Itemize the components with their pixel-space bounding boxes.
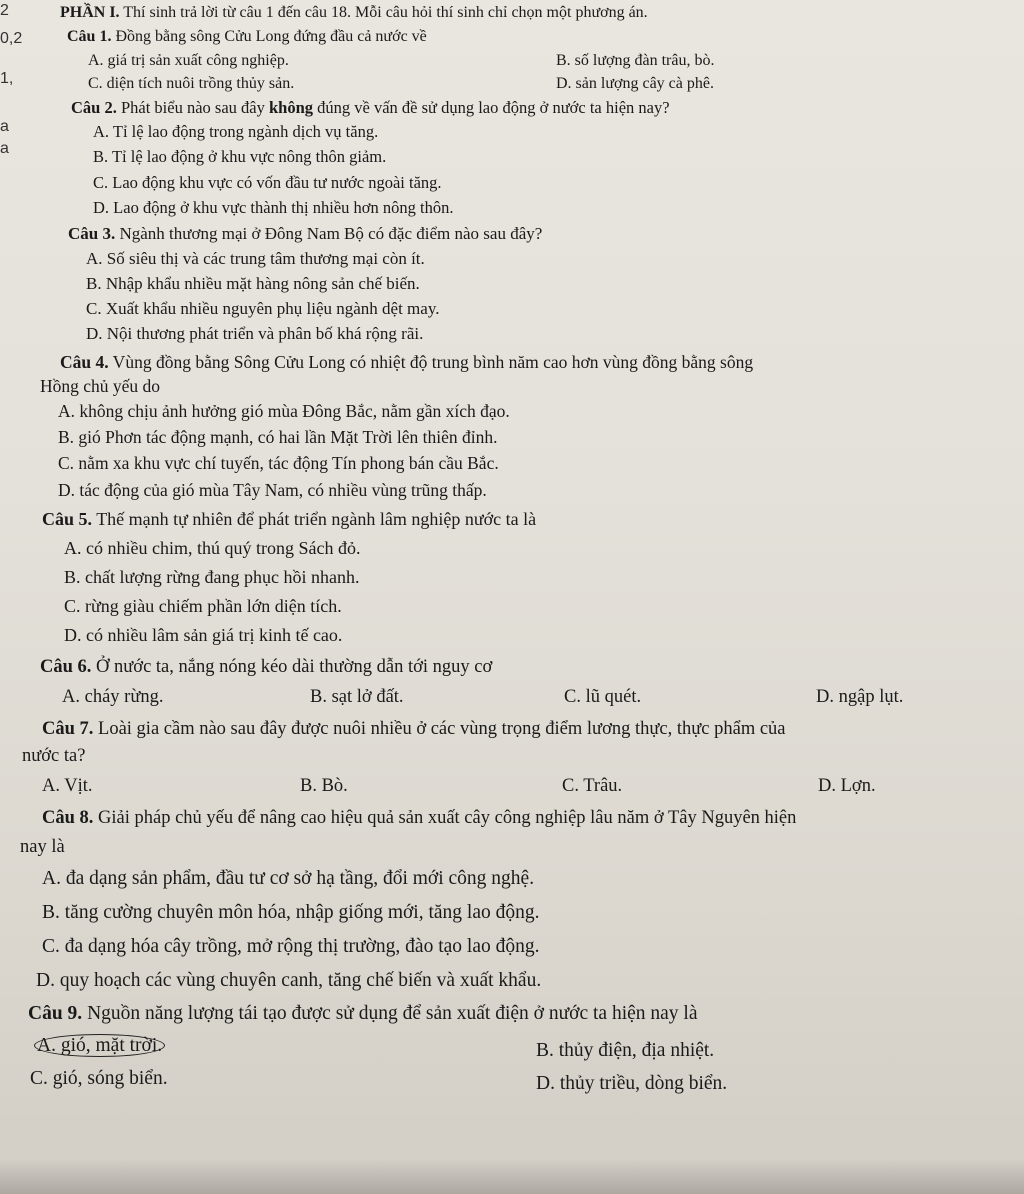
section-intro: PHẦN I. Thí sinh trả lời từ câu 1 đến câu 18. Mỗi câu hỏi thí sinh chỉ chọn một phương án. (60, 4, 648, 21)
q4-option-c: C. nằm xa khu vực chí tuyến, tác động Tín phong bán cầu Bắc. (58, 453, 499, 473)
q6-option-d: D. ngập lụt. (816, 687, 904, 707)
q3-option-c: C. Xuất khẩu nhiều nguyên phụ liệu ngành dệt may. (86, 299, 440, 318)
question-7-cont: nước ta? (22, 746, 86, 766)
q3-option-a: A. Số siêu thị và các trung tâm thương mại còn ít. (86, 249, 425, 268)
q4-option-b: B. gió Phơn tác động mạnh, có hai lần Mặt Trời lên thiên đỉnh. (58, 427, 498, 447)
q3-option-d: D. Nội thương phát triển và phân bố khá rộng rãi. (86, 324, 424, 343)
q5-option-b: B. chất lượng rừng đang phục hồi nhanh. (64, 567, 360, 587)
q5-option-c: C. rừng giàu chiếm phần lớn diện tích. (64, 596, 342, 616)
q7-option-d: D. Lợn. (818, 776, 876, 796)
q6-option-c: C. lũ quét. (564, 687, 642, 707)
q8-option-b: B. tăng cường chuyên môn hóa, nhập giống mới, tăng lao động. (42, 902, 540, 923)
q7-option-c: C. Trâu. (562, 776, 623, 796)
q1-option-d: D. sản lượng cây cà phê. (556, 75, 714, 92)
question-4-cont: Hồng chủ yếu do (40, 376, 161, 396)
q8-option-a: A. đa dạng sản phẩm, đầu tư cơ sở hạ tầng, đổi mới công nghệ. (42, 868, 535, 889)
q1-option-a: A. giá trị sản xuất công nghiệp. (88, 52, 289, 69)
q2-option-c: C. Lao động khu vực có vốn đầu tư nước ngoài tăng. (93, 173, 442, 192)
page-bottom-shadow (0, 1160, 1024, 1194)
q9-option-d: D. thủy triều, dòng biển. (536, 1073, 728, 1094)
question-3: Câu 3. Ngành thương mại ở Đông Nam Bộ có đặc điểm nào sau đây? (68, 224, 543, 243)
question-2: Câu 2. Phát biểu nào sau đây không đúng về vấn đề sử dụng lao động ở nước ta hiện nay? (71, 98, 670, 117)
question-8-cont: nay là (20, 837, 65, 857)
question-5: Câu 5. Thế mạnh tự nhiên để phát triển ngành lâm nghiệp nước ta là (42, 509, 537, 529)
q5-option-d: D. có nhiều lâm sản giá trị kinh tế cao. (64, 625, 343, 645)
question-9: Câu 9. Nguồn năng lượng tái tạo được sử dụng để sản xuất điện ở nước ta hiện nay là (28, 1003, 698, 1024)
question-6: Câu 6. Ở nước ta, nắng nóng kéo dài thường dẫn tới nguy cơ (40, 657, 493, 677)
q2-option-b: B. Tỉ lệ lao động ở khu vực nông thôn giảm. (93, 147, 387, 166)
q9-option-c: C. gió, sóng biển. (30, 1068, 168, 1089)
q7-option-a: A. Vịt. (42, 776, 93, 796)
q6-option-a: A. cháy rừng. (62, 687, 164, 707)
margin-mark: 1, (0, 70, 14, 87)
q8-option-c: C. đa dạng hóa cây trồng, mở rộng thị trường, đào tạo lao động. (42, 936, 540, 957)
question-4: Câu 4. Vùng đồng bằng Sông Cửu Long có nhiệt độ trung bình năm cao hơn vùng đồng bằng sông (60, 352, 754, 372)
q4-option-d: D. tác động của gió mùa Tây Nam, có nhiều vùng trũng thấp. (58, 480, 487, 500)
q9-option-a: A. gió, mặt trời. (34, 1035, 165, 1057)
question-7: Câu 7. Loài gia cầm nào sau đây được nuôi nhiều ở các vùng trọng điểm lương thực, thực phẩm của (42, 719, 786, 739)
q7-option-b: B. Bò. (300, 776, 348, 796)
margin-mark: 2 (0, 2, 9, 19)
q2-option-d: D. Lao động ở khu vực thành thị nhiều hơn nông thôn. (93, 198, 454, 217)
margin-mark: 0,2 (0, 30, 23, 47)
question-1: Câu 1. Đồng bằng sông Cửu Long đứng đầu cả nước về (67, 28, 427, 45)
q4-option-a: A. không chịu ảnh hưởng gió mùa Đông Bắc, nằm gần xích đạo. (58, 401, 510, 421)
q1-option-c: C. diện tích nuôi trồng thủy sản. (88, 75, 295, 92)
q9-option-b: B. thủy điện, địa nhiệt. (536, 1040, 715, 1061)
q5-option-a: A. có nhiều chim, thú quý trong Sách đỏ. (64, 538, 361, 558)
q1-option-b: B. số lượng đàn trâu, bò. (556, 52, 715, 69)
q8-option-d: D. quy hoạch các vùng chuyên canh, tăng chế biến và xuất khẩu. (36, 970, 542, 991)
q3-option-b: B. Nhập khẩu nhiều mặt hàng nông sản chế biến. (86, 274, 420, 293)
margin-mark: a (0, 118, 9, 135)
q6-option-b: B. sạt lở đất. (310, 687, 404, 707)
q2-option-a: A. Tỉ lệ lao động trong ngành dịch vụ tăng. (93, 122, 379, 141)
question-8: Câu 8. Giải pháp chủ yếu để nâng cao hiệu quả sản xuất cây công nghiệp lâu năm ở Tây Nguyên hiện (42, 808, 797, 828)
margin-mark: a (0, 140, 9, 157)
